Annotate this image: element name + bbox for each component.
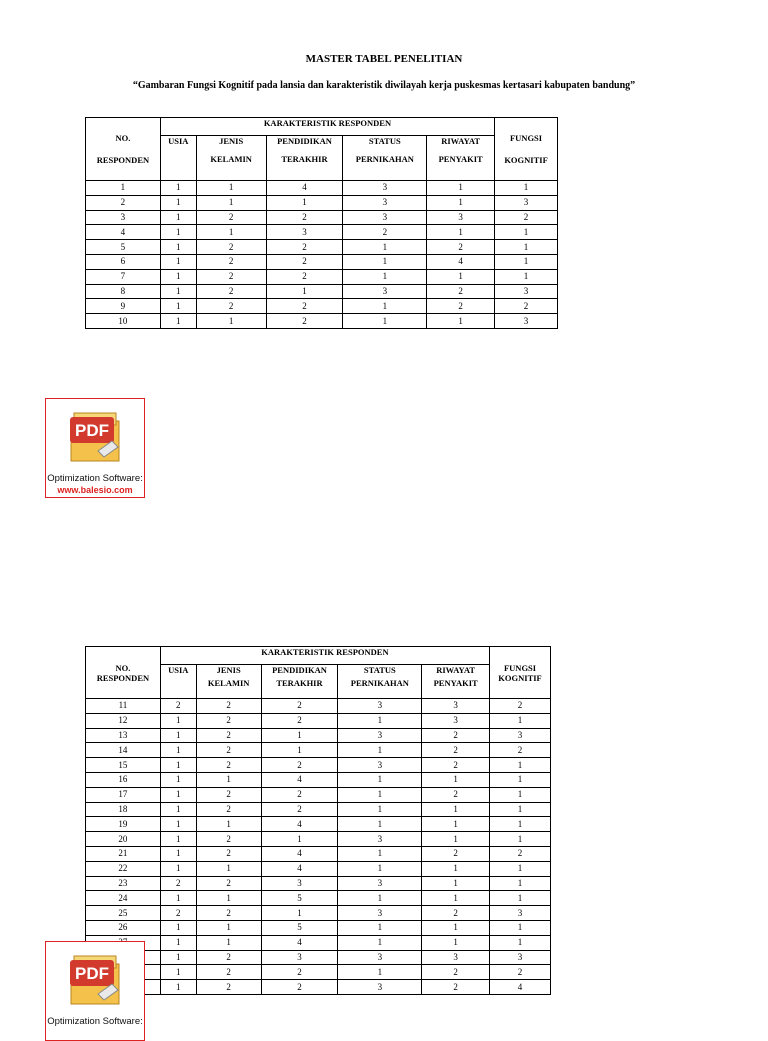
table-cell: 1 <box>160 891 196 906</box>
table-cell: 1 <box>338 861 422 876</box>
table-cell: 3 <box>422 713 490 728</box>
table-cell: 2 <box>266 210 343 225</box>
table-row <box>86 240 558 255</box>
table-cell: 2 <box>422 846 490 861</box>
table-row <box>86 699 551 714</box>
table-cell: 1 <box>196 772 261 787</box>
table-cell: 1 <box>427 314 495 329</box>
table-cell: 3 <box>86 210 161 225</box>
table-row <box>86 314 558 329</box>
table-1-body <box>86 181 558 329</box>
table-cell: 1 <box>422 802 490 817</box>
table-cell: 1 <box>266 284 343 299</box>
table-cell: 1 <box>490 832 551 847</box>
table-cell: 2 <box>196 980 261 995</box>
table-cell: 2 <box>196 299 266 314</box>
table-cell: 1 <box>261 728 338 743</box>
table-row <box>86 891 551 906</box>
table-cell: 22 <box>86 861 161 876</box>
table-row <box>86 269 558 284</box>
table-cell: 1 <box>160 314 196 329</box>
table-cell: 2 <box>196 713 261 728</box>
table-row <box>86 965 551 980</box>
table-cell: 1 <box>490 876 551 891</box>
header-no-responden: NO. RESPONDEN <box>86 118 161 181</box>
table-cell: 2 <box>196 699 261 714</box>
table-cell: 9 <box>86 299 161 314</box>
table-cell: 2 <box>160 906 196 921</box>
table-cell: 23 <box>86 876 161 891</box>
table-row <box>86 846 551 861</box>
table-row <box>86 980 551 995</box>
document-subtitle: “Gambaran Fungsi Kognitif pada lansia dan karakteristik diwilayah kerja puskesmas kertasari kabupaten bandung” <box>132 80 636 91</box>
master-table-2 <box>85 646 551 995</box>
table-row <box>86 713 551 728</box>
table-cell: 1 <box>490 713 551 728</box>
header-karakteristik-2: KARAKTERISTIK RESPONDEN <box>160 647 489 665</box>
table-2-body <box>86 699 551 995</box>
table-cell: 3 <box>338 832 422 847</box>
table-cell: 1 <box>160 299 196 314</box>
table-cell: 1 <box>160 210 196 225</box>
table-cell: 4 <box>427 254 495 269</box>
table-cell: 2 <box>422 906 490 921</box>
table-cell: 1 <box>196 225 266 240</box>
table-cell: 13 <box>86 728 161 743</box>
table-cell: 3 <box>261 876 338 891</box>
table-cell: 2 <box>196 965 261 980</box>
table-cell: 1 <box>490 935 551 950</box>
table-cell: 1 <box>338 891 422 906</box>
table-cell: 1 <box>160 787 196 802</box>
table-cell: 1 <box>338 935 422 950</box>
table-cell: 1 <box>338 713 422 728</box>
table-cell: 2 <box>422 758 490 773</box>
table-cell: 1 <box>160 713 196 728</box>
table-cell: 20 <box>86 832 161 847</box>
table-row <box>86 861 551 876</box>
table-row <box>86 181 558 196</box>
table-cell: 1 <box>160 950 196 965</box>
table-row <box>86 787 551 802</box>
table-row <box>86 299 558 314</box>
table-cell: 1 <box>86 181 161 196</box>
table-cell: 16 <box>86 772 161 787</box>
table-cell: 2 <box>422 728 490 743</box>
table-cell: 2 <box>266 240 343 255</box>
table-cell: 4 <box>261 935 338 950</box>
table-cell: 7 <box>86 269 161 284</box>
table-cell: 1 <box>490 891 551 906</box>
table-row <box>86 210 558 225</box>
table-cell: 2 <box>495 210 558 225</box>
table-cell: 3 <box>422 950 490 965</box>
pdf-file-icon <box>68 950 126 1008</box>
table-cell: 24 <box>86 891 161 906</box>
table-cell: 4 <box>490 980 551 995</box>
header-riwayat: RIWAYAT PENYAKIT <box>427 136 495 181</box>
table-cell: 2 <box>266 254 343 269</box>
table-cell: 5 <box>86 240 161 255</box>
table-cell: 1 <box>196 195 266 210</box>
table-cell: 1 <box>160 195 196 210</box>
header-jenis-kelamin: JENIS KELAMIN <box>196 136 266 181</box>
table-cell: 2 <box>261 758 338 773</box>
table-cell: 3 <box>261 950 338 965</box>
badge-caption: Optimization Software: <box>47 1016 143 1027</box>
table-cell: 1 <box>338 802 422 817</box>
table-cell: 3 <box>338 699 422 714</box>
table-cell: 2 <box>196 950 261 965</box>
table-cell: 1 <box>427 181 495 196</box>
table-cell: 2 <box>196 728 261 743</box>
table-cell: 3 <box>343 195 427 210</box>
table-cell: 1 <box>160 772 196 787</box>
table-cell: 1 <box>261 906 338 921</box>
table-cell: 1 <box>160 254 196 269</box>
table-cell: 1 <box>196 817 261 832</box>
table-row <box>86 876 551 891</box>
table-cell: 4 <box>261 817 338 832</box>
header-pendidikan: PENDIDIKAN TERAKHIR <box>266 136 343 181</box>
table-cell: 2 <box>196 846 261 861</box>
table-cell: 14 <box>86 743 161 758</box>
table-cell: 2 <box>427 284 495 299</box>
table-cell: 1 <box>343 269 427 284</box>
table-cell: 1 <box>422 772 490 787</box>
table-cell: 2 <box>160 876 196 891</box>
table-cell: 2 <box>427 240 495 255</box>
table-cell: 1 <box>338 817 422 832</box>
table-cell: 4 <box>266 181 343 196</box>
table-cell: 2 <box>266 269 343 284</box>
header-karakteristik: KARAKTERISTIK RESPONDEN <box>160 118 494 136</box>
table-cell: 3 <box>338 758 422 773</box>
table-cell: 17 <box>86 787 161 802</box>
table-cell: 2 <box>490 699 551 714</box>
header-fungsi-kognitif: FUNGSI KOGNITIF <box>495 118 558 181</box>
table-cell: 4 <box>86 225 161 240</box>
table-row <box>86 758 551 773</box>
table-row <box>86 935 551 950</box>
master-table-1 <box>85 117 558 329</box>
header-jenis-kelamin-2: JENIS KELAMIN <box>196 665 261 699</box>
table-cell: 1 <box>160 284 196 299</box>
table-cell: 2 <box>196 876 261 891</box>
table-cell: 2 <box>196 210 266 225</box>
table-cell: 6 <box>86 254 161 269</box>
table-row <box>86 802 551 817</box>
table-cell: 1 <box>160 240 196 255</box>
table-cell: 2 <box>196 269 266 284</box>
table-cell: 2 <box>196 906 261 921</box>
table-cell: 2 <box>490 743 551 758</box>
table-cell: 1 <box>196 861 261 876</box>
table-cell: 1 <box>490 772 551 787</box>
table-cell: 15 <box>86 758 161 773</box>
table-cell: 1 <box>338 787 422 802</box>
table-cell: 1 <box>196 920 261 935</box>
table-cell: 1 <box>490 802 551 817</box>
table-cell: 4 <box>261 772 338 787</box>
table-cell: 1 <box>422 920 490 935</box>
table-cell: 1 <box>160 935 196 950</box>
table-cell: 1 <box>490 817 551 832</box>
table-cell: 2 <box>261 787 338 802</box>
header-riwayat-2: RIWAYAT PENYAKIT <box>422 665 490 699</box>
table-cell: 1 <box>427 195 495 210</box>
table-cell: 1 <box>160 225 196 240</box>
table-cell: 2 <box>422 787 490 802</box>
table-cell: 2 <box>261 802 338 817</box>
table-cell: 1 <box>160 802 196 817</box>
table-row <box>86 950 551 965</box>
table-cell: 11 <box>86 699 161 714</box>
table-cell: 1 <box>490 787 551 802</box>
table-cell: 2 <box>196 832 261 847</box>
table-cell: 3 <box>422 699 490 714</box>
table-cell: 1 <box>338 920 422 935</box>
table-cell: 18 <box>86 802 161 817</box>
table-cell: 2 <box>196 743 261 758</box>
badge-url[interactable]: www.balesio.com <box>57 485 133 495</box>
table-cell: 1 <box>422 876 490 891</box>
table-cell: 3 <box>343 210 427 225</box>
table-cell: 1 <box>196 935 261 950</box>
table-cell: 2 <box>196 240 266 255</box>
table-cell: 2 <box>196 758 261 773</box>
table-cell: 4 <box>261 861 338 876</box>
table-cell: 1 <box>160 728 196 743</box>
table-cell: 3 <box>338 980 422 995</box>
table-cell: 1 <box>427 269 495 284</box>
table-cell: 1 <box>495 225 558 240</box>
table-cell: 1 <box>343 314 427 329</box>
table-cell: 1 <box>343 299 427 314</box>
table-cell: 2 <box>266 299 343 314</box>
table-cell: 19 <box>86 817 161 832</box>
table-cell: 2 <box>422 743 490 758</box>
table-cell: 1 <box>427 225 495 240</box>
table-row <box>86 832 551 847</box>
table-cell: 3 <box>338 950 422 965</box>
table-cell: 1 <box>160 846 196 861</box>
table-cell: 3 <box>338 906 422 921</box>
table-cell: 1 <box>196 891 261 906</box>
table-cell: 1 <box>160 965 196 980</box>
table-cell: 1 <box>338 772 422 787</box>
header-status: STATUS PERNIKAHAN <box>343 136 427 181</box>
table-cell: 2 <box>261 713 338 728</box>
table-cell: 1 <box>160 832 196 847</box>
table-cell: 1 <box>160 758 196 773</box>
table-cell: 3 <box>490 906 551 921</box>
table-cell: 1 <box>343 240 427 255</box>
table-cell: 3 <box>490 728 551 743</box>
table-cell: 1 <box>495 181 558 196</box>
header-usia-2: USIA <box>160 665 196 699</box>
pdf-optimization-badge-2[interactable] <box>45 941 145 1041</box>
table-cell: 2 <box>196 787 261 802</box>
table-cell: 1 <box>160 181 196 196</box>
table-cell: 3 <box>338 876 422 891</box>
table-cell: 1 <box>490 920 551 935</box>
table-cell: 3 <box>343 181 427 196</box>
table-cell: 1 <box>422 935 490 950</box>
table-cell: 1 <box>338 743 422 758</box>
table-cell: 2 <box>495 299 558 314</box>
table-cell: 3 <box>338 728 422 743</box>
table-cell: 1 <box>160 269 196 284</box>
table-cell: 5 <box>261 891 338 906</box>
table-row <box>86 254 558 269</box>
table-cell: 1 <box>495 269 558 284</box>
table-cell: 2 <box>196 802 261 817</box>
table-cell: 1 <box>422 832 490 847</box>
table-cell: 2 <box>427 299 495 314</box>
table-cell: 2 <box>261 699 338 714</box>
table-cell: 1 <box>490 861 551 876</box>
table-row <box>86 743 551 758</box>
header-usia: USIA <box>160 136 196 181</box>
table-cell: 1 <box>266 195 343 210</box>
table-cell: 2 <box>261 965 338 980</box>
table-cell: 1 <box>343 254 427 269</box>
table-cell: 2 <box>266 314 343 329</box>
table-cell: 1 <box>261 743 338 758</box>
table-cell: 3 <box>266 225 343 240</box>
table-cell: 1 <box>160 817 196 832</box>
badge-caption: Optimization Software: <box>47 473 143 484</box>
table-cell: 1 <box>261 832 338 847</box>
table-row <box>86 817 551 832</box>
table-cell: 1 <box>422 861 490 876</box>
table-cell: 26 <box>86 920 161 935</box>
table-cell: 2 <box>490 846 551 861</box>
table-cell: 2 <box>261 980 338 995</box>
table-cell: 1 <box>196 181 266 196</box>
table-cell: 4 <box>261 846 338 861</box>
table-cell: 8 <box>86 284 161 299</box>
table-cell: 2 <box>160 699 196 714</box>
svg-text:PDF: PDF <box>75 421 109 440</box>
table-row <box>86 284 558 299</box>
header-fungsi-kognitif-2: FUNGSI KOGNITIF <box>490 647 551 699</box>
table-cell: 1 <box>196 314 266 329</box>
pdf-optimization-badge[interactable] <box>45 398 145 498</box>
table-cell: 2 <box>196 254 266 269</box>
table-row <box>86 772 551 787</box>
table-cell: 5 <box>261 920 338 935</box>
table-cell: 3 <box>495 284 558 299</box>
table-cell: 2 <box>422 965 490 980</box>
table-row <box>86 195 558 210</box>
table-row <box>86 906 551 921</box>
table-row <box>86 728 551 743</box>
table-cell: 1 <box>495 240 558 255</box>
table-cell: 25 <box>86 906 161 921</box>
table-row <box>86 920 551 935</box>
pdf-file-icon <box>68 407 126 465</box>
table-cell: 2 <box>422 980 490 995</box>
table-cell: 1 <box>160 861 196 876</box>
table-cell: 2 <box>196 284 266 299</box>
table-cell: 1 <box>490 758 551 773</box>
table-cell: 3 <box>343 284 427 299</box>
table-cell: 2 <box>86 195 161 210</box>
table-cell: 2 <box>490 965 551 980</box>
header-status-2: STATUS PERNIKAHAN <box>338 665 422 699</box>
table-cell: 1 <box>422 817 490 832</box>
table-cell: 1 <box>160 980 196 995</box>
table-cell: 1 <box>160 743 196 758</box>
table-cell: 1 <box>338 846 422 861</box>
table-cell: 3 <box>427 210 495 225</box>
table-cell: 3 <box>495 314 558 329</box>
header-no-responden-2: NO. RESPONDEN <box>86 647 161 699</box>
svg-text:PDF: PDF <box>75 964 109 983</box>
table-cell: 12 <box>86 713 161 728</box>
table-cell: 3 <box>490 950 551 965</box>
table-cell: 2 <box>343 225 427 240</box>
table-cell: 1 <box>422 891 490 906</box>
table-cell: 1 <box>338 965 422 980</box>
table-cell: 3 <box>495 195 558 210</box>
table-cell: 21 <box>86 846 161 861</box>
document-title: MASTER TABEL PENELITIAN <box>305 53 463 65</box>
table-cell: 1 <box>495 254 558 269</box>
header-pendidikan-2: PENDIDIKAN TERAKHIR <box>261 665 338 699</box>
table-row <box>86 225 558 240</box>
table-cell: 1 <box>160 920 196 935</box>
table-cell: 10 <box>86 314 161 329</box>
